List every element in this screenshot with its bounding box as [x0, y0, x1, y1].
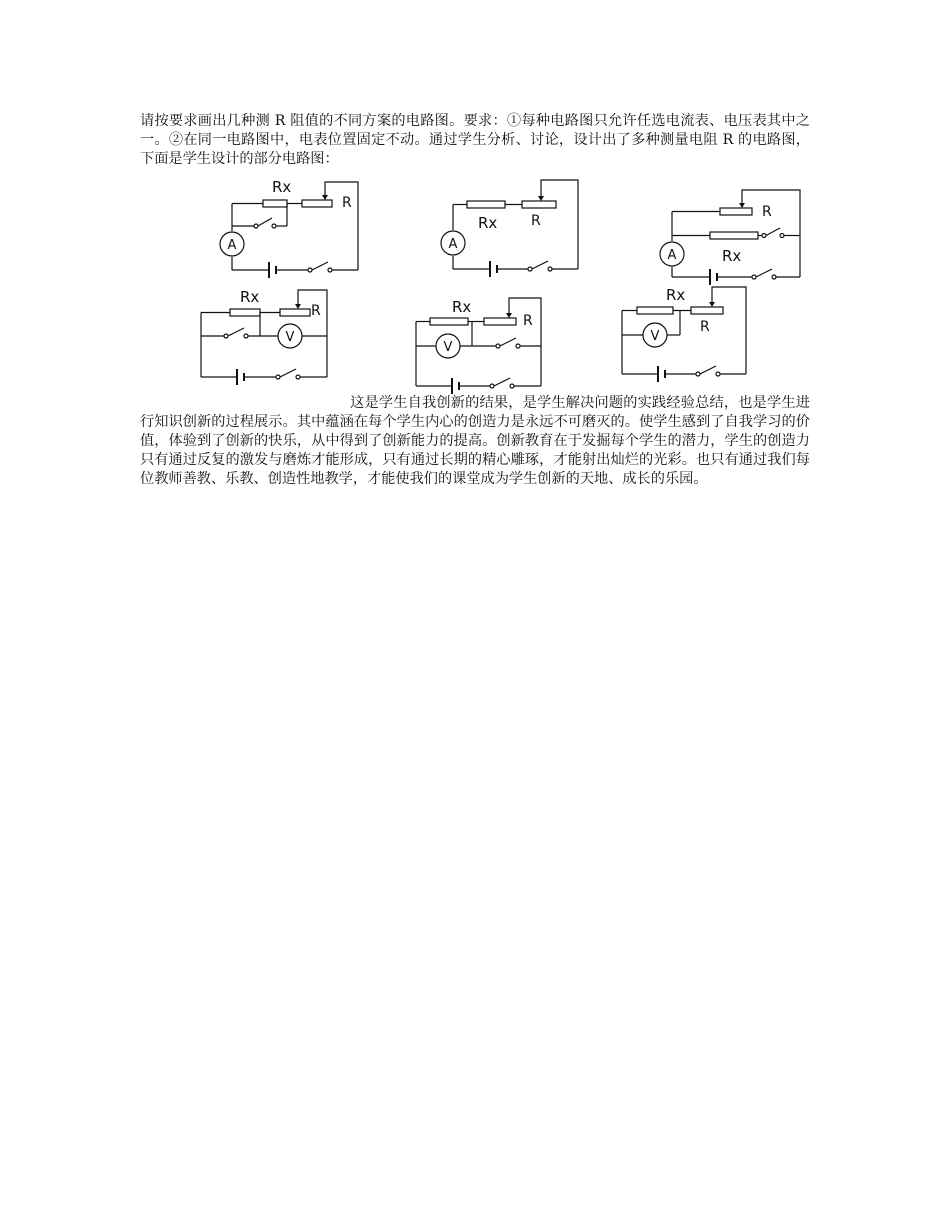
meter-label: A [227, 238, 237, 253]
conclusion-paragraph [140, 394, 810, 489]
r-label: R [311, 303, 321, 319]
rx-label: Rx [272, 178, 292, 196]
rx-label: Rx [452, 298, 472, 316]
meter-label: V [285, 330, 295, 345]
rx-resistor [263, 200, 287, 207]
circuit-3-ammeter [660, 190, 800, 285]
rx-label: Rx [722, 247, 742, 265]
rx-label: Rx [666, 286, 686, 304]
circuit-6-voltmeter [622, 286, 746, 382]
circuit-2-ammeter [441, 180, 578, 277]
rx-label: Rx [478, 214, 498, 232]
conclusion-text: 这是学生自我创新的结果，是学生解决问题的实践经验总结，也是学生进行知识创新的过程展示。其中蕴涵在每个学生内心的创造力是永远不可磨灭的。使学生感到了自我学习的价值，体验到了创新的快乐，从中得到了创新能力的提高。创新教育在于发掘每个学生的潜力，学生的创造力只有通过反复的激发与磨炼才能形成，只有通过长期的精心雕琢，才能射出灿烂的光彩。也只有通过我们每位教师善教、乐教、创造性地教学，才能使我们的课堂成为学生创新的天地、成长的乐园。 [140, 395, 810, 487]
r-label: R [531, 213, 541, 229]
r-label: R [523, 313, 533, 329]
rx-label: Rx [240, 288, 260, 306]
circuit-4-voltmeter [201, 288, 327, 385]
r-label: R [762, 204, 772, 220]
rheostat [302, 200, 332, 207]
r-label: R [342, 195, 352, 211]
meter-label: V [650, 329, 660, 344]
circuit-5-voltmeter [416, 298, 541, 394]
circuit-1-ammeter [220, 178, 358, 278]
intro-paragraph: 请按要求画出几种测 R 阻值的不同方案的电路图。要求：①每种电路图只允许任选电流表、电压表其中之一。②在同一电路图中，电表位置固定不动。通过学生分析、讨论，设计出了多种测量电阻 R 的电路图，下面是学生设计的部分电路图： [140, 113, 810, 167]
meter-label: A [667, 248, 677, 263]
meter-label: V [443, 340, 453, 355]
meter-label: A [448, 237, 458, 252]
r-label: R [700, 319, 710, 335]
